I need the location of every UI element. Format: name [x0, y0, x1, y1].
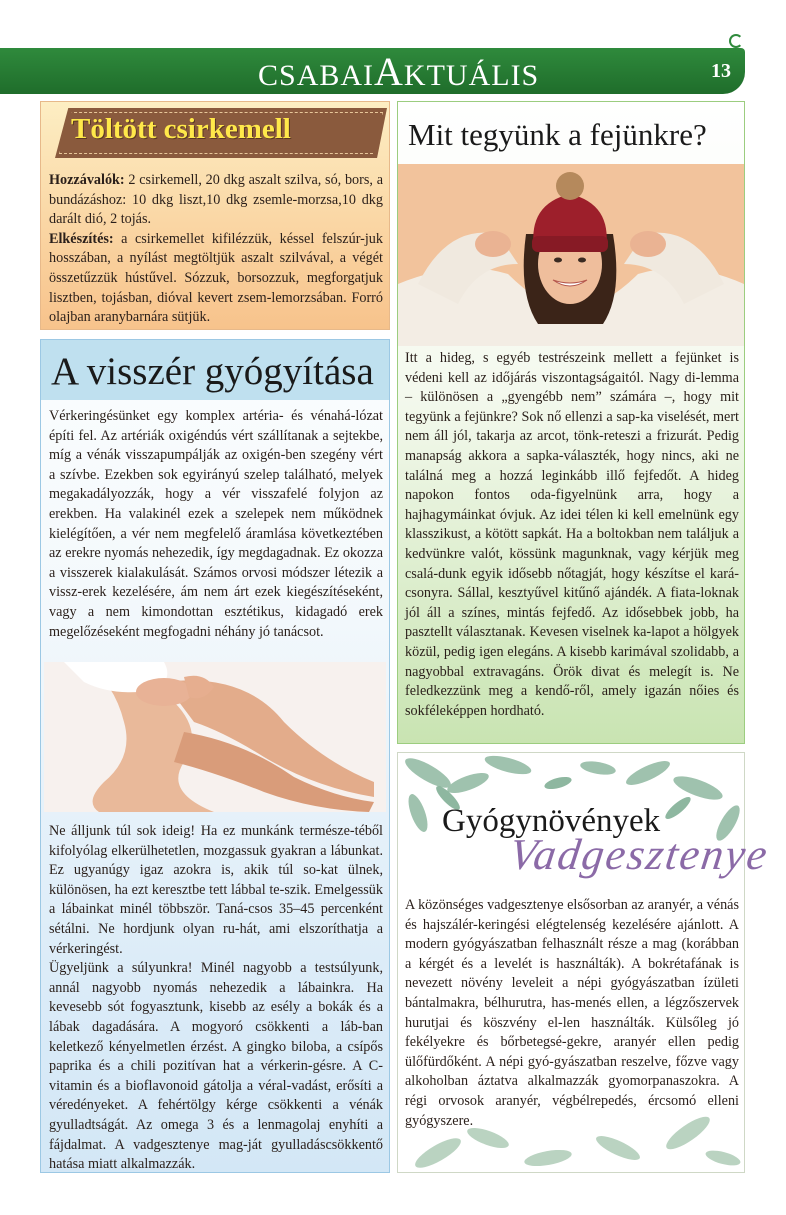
recipe-text [49, 171, 383, 328]
recipe-box [40, 101, 390, 330]
hat-title: Mit tegyünk a fejünkre? [408, 117, 707, 152]
vein-tips-1: Ne álljunk túl sok ideig! Ha ez munkánk természe-téből kifolyólag elkerülhetetlen, mozgassuk gyakran a lábunkat. Ez ugyanúgy igaz azokra is, akik túl so-kat ülnek, különösen, ha ezt keresztbe tett lábbal te-szik. Emelgessük a lábainkat minél többször. Taná-csos 35–45 percenként sétálni. Ne hordjunk olyan ru-hát, ami elszoríthatja a vérkeringést. [49, 823, 383, 957]
herb-subtitle: Vadgesztenye [506, 830, 773, 879]
logo-initial: A [374, 49, 404, 94]
magazine-logo [258, 49, 540, 96]
ingredients-label: Hozzávalók: [49, 172, 125, 188]
logo-rest: KTUÁLIS [403, 59, 540, 92]
page-header [0, 48, 745, 94]
herb-text: A közönséges vadgesztenye elsősorban az aranyér, a vénás és hajszálér-keringési elégtelenség kezelésére ajánlott. A modern gyógyászatban felhasznált része a mag (korábban a kérgét és a levelét is használták). A bokrétafának is nevezett növény leveleit a népi gyógyászatban ízületi bántalmakra, bélhurutra, has-menés ellen, a légzőszervek hurutjai és köszvény el-len használták. Külsőleg jó fekélyekre és bőrbetegsé-gekre, aranyér ellen pedig ülőfürdőként. A népi gyó-gyászatban reszelve, főzve vagy alkoholban áztatva alkalmazzák gyomorpanaszokra. A régi orvosok aranyér, végbélrepedés, ércsomó elleni gyógyszere. [405, 897, 739, 1129]
page-number: 13 [711, 60, 731, 82]
logo-first: CSABAI [258, 59, 375, 92]
herb-title: Gyógynövények [442, 803, 661, 839]
method-label: Elkészítés: [49, 230, 114, 247]
vein-intro: Vérkeringésünket egy komplex artéria- és vénahá-lózat építi fel. Az artériák oxigéndús vért szállítanak a sejtekbe, míg a vénák visszapumpálják az oxigén-ben szegény vért a szívbe. Ezekben sok egyirányú szelep található, melyek megakadályozzák, hogy a vér visszafelé folyjon az erekben. Ha valakinél ezek a szelepek nem működnek kielégítően, a vér nem megfelelő áramlása következtében az erekre nyomás nehezedik, így megdagadnak. Ez okozza a visszerek kialakulását. Számos orvosi módszer létezik a vissz-erek kezelésére, ám nem árt ezek kiegészítéseként, vagy a nem kimondottan esztétikus, kidagadó erek megelőzéseként megfogadni néhány jó tanácsot. [49, 408, 383, 640]
hat-article [397, 101, 745, 744]
vein-tips [49, 822, 383, 1175]
swirl-icon [729, 34, 743, 48]
recipe-title: Töltött csirkemell [71, 113, 291, 145]
legs-photo [44, 662, 386, 812]
vein-tips-2: Ügyeljünk a súlyunkra! Minél nagyobb a testsúlyunk, annál nagyobb nyomás nehezedik a lábainkra. Ha kevesebb sót fogyasztunk, kisebb az esély a bokák és a lábak dagadására. A mogyoró csökkenti a láb-ban keletkező kényelmetlen érzést. A gingko biloba, a csípős paprika és a chili pozitívan hat a vérkerin-gésre. A C-vitamin és a bioflavonoid gátolja a véral-vadást, erősíti a véredényeket. A fehértölgy kérge csökkenti a vénák gyulladtságát. Az omega 3 és a lenmagolaj enyhíti a fájdalmat. A vadgesztenye mag-ját gyulladáscsökkentő hatása miatt alkalmazzák. [49, 960, 383, 1173]
method-text: a csirkemellet kifilézzük, késsel felszúr-juk hosszában, a nyílást megtöltjük aszalt szilvával, a végét összetűzzük hústűvel. Sózzuk, borsozzuk, megforgatjuk lisztben, tojásban, dióval kevert zsem-lemorzsában. Forró olajban aranybarnára sütjük. [49, 230, 383, 326]
woman-hat-photo [398, 164, 744, 346]
herb-article [397, 752, 773, 1173]
hat-text: Itt a hideg, s egyéb testrészeink mellett a fejünket is védeni kell az időjárás viszontagságaitól. Nagy di-lemma – különösen a „gyengébb nem” számára –, hogy mit tegyünk a fejünkre? Sok nő ellenzi a sap-ka viselését, mert nem áll jól, takarja az arcot, tönk-reteszi a frizurát. Pedig manapság akkora a sapka-választék, hogy nincs, aki ne találná meg a hozzá leginkább illő fejfedőt. A hideg napokon fontos oda-figyelnünk arra, hogy a hajhagymáinkat óvjuk. Az idei télen ki kell emelnünk egy klasszikust, a kötött sapkát. Ha a boltokban nem találjuk a kedvünkre valót, kössünk magunknak, vagy kérjük meg csalá-dunk egyik idősebb nőtagját, hogy készítse el kará-csonyra. Sállal, kesztyűvel kitűnő ajándék. A fiata-loknak jól áll a színes, mintás fejfedő. Az idősebbek jobb, ha pasztellt választanak. Kevesen viselnek ka-lapot a hölgyek közül, pedig igen elegáns. A kisebb karimával szolidabb, a nagyobbal extravagáns. Örök divat és melegít is. Ne feledkezzünk meg a kendő-ről, amely igazán nőies és sokféleképpen hordható. [405, 350, 739, 719]
ingredients-text: 2 csirkemell, 20 dkg aszalt szilva, só, bors, a bundázáshoz: 10 dkg liszt,10 dkg zsemle-morzsa,10 dkg darált dió, 2 tojás. [49, 172, 383, 228]
vein-article [40, 339, 390, 1173]
vein-title: A visszér gyógyítása [51, 350, 374, 393]
